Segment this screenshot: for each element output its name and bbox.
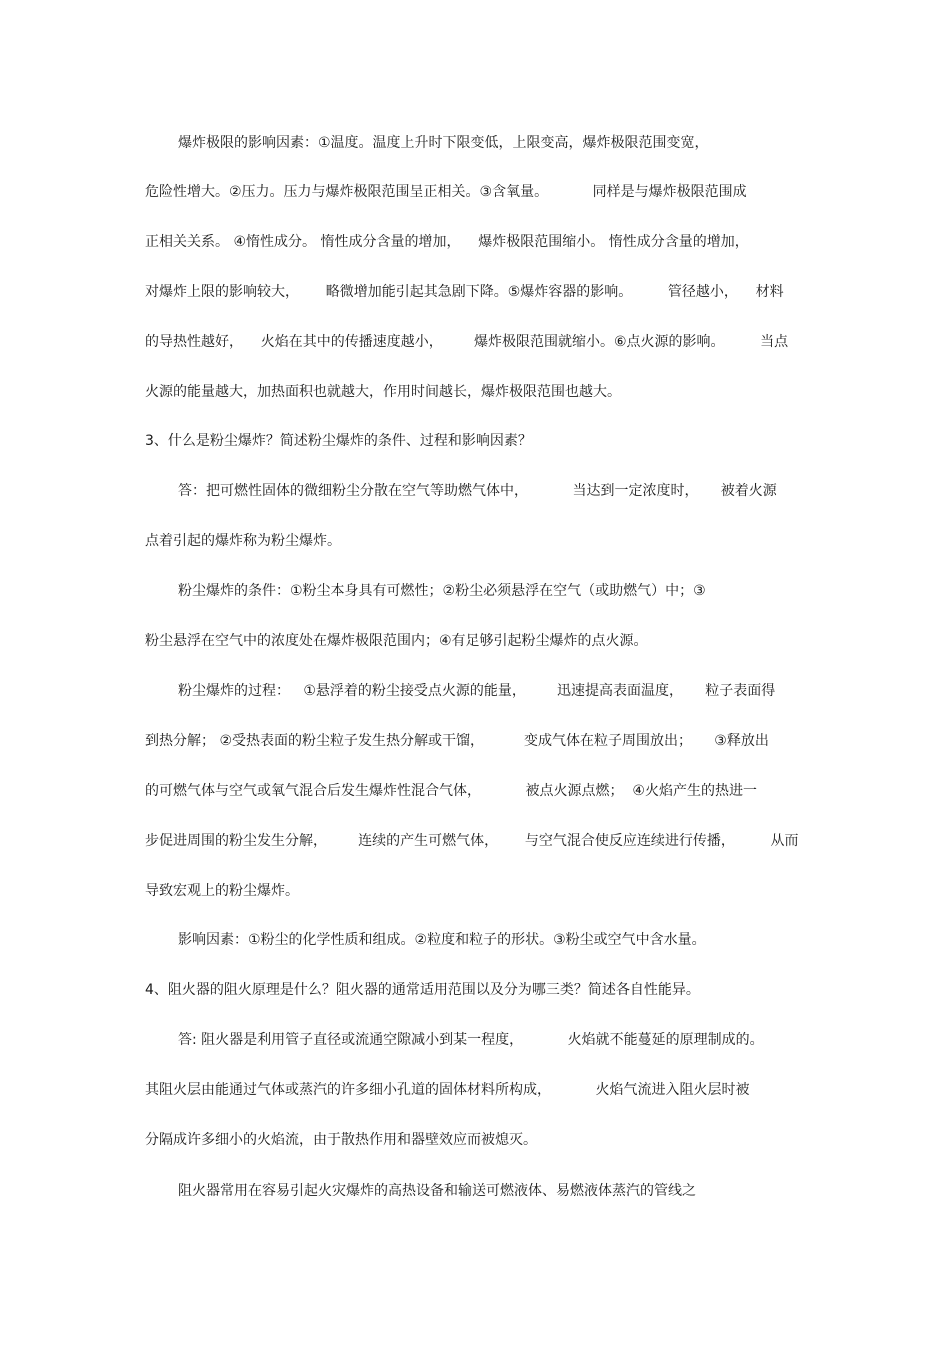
text-line: 到热分解； ②受热表面的粉尘粒子发生热分解或干馏， 变成气体在粒子周围放出； ③释放出 <box>145 733 769 749</box>
text-line: 粉尘悬浮在空气中的浓度处在爆炸极限范围内；④有足够引起粉尘爆炸的点火源。 <box>145 633 648 649</box>
text-line: 爆炸极限的影响因素：①温度。温度上升时下限变低，上限变高，爆炸极限范围变宽， <box>178 135 709 151</box>
text-line: 的可燃气体与空气或氧气混合后发生爆炸性混合气体， 被点火源点燃； ④火焰产生的热进一 <box>145 783 757 799</box>
text-line: 粉尘爆炸的过程： ①悬浮着的粉尘接受点火源的能量， 迅速提高表面温度， 粒子表面得 <box>178 683 776 699</box>
text-line: 危险性增大。②压力。压力与爆炸极限范围呈正相关。③含氧量。 同样是与爆炸极限范围成 <box>145 184 747 200</box>
text-line: 分隔成许多细小的火焰流，由于散热作用和器壁效应而被熄灭。 <box>145 1132 537 1148</box>
question-heading: 4、阻火器的阻火原理是什么？阻火器的通常适用范围以及分为哪三类？简述各自性能异。 <box>145 982 700 998</box>
text-line: 火源的能量越大，加热面积也就越大，作用时间越长，爆炸极限范围也越大。 <box>145 384 621 400</box>
text-line: 影响因素：①粉尘的化学性质和组成。②粒度和粒子的形状。③粉尘或空气中含水量。 <box>178 932 706 948</box>
text-line: 答：把可燃性固体的微细粉尘分散在空气等助燃气体中， 当达到一定浓度时， 被着火源 <box>178 483 777 499</box>
text-line: 的导热性越好， 火焰在其中的传播速度越小， 爆炸极限范围就缩小。⑥点火源的影响。 当点 <box>145 334 789 350</box>
text-line: 正相关关系。 ④惰性成分。 惰性成分含量的增加， 爆炸极限范围缩小。 惰性成分含量的增加， <box>145 234 749 250</box>
text-line: 粉尘爆炸的条件：①粉尘本身具有可燃性；②粉尘必须悬浮在空气（或助燃气）中；③ <box>178 583 706 599</box>
text-line: 阻火器常用在容易引起火灾爆炸的高热设备和输送可燃液体、易燃液体蒸汽的管线之 <box>178 1183 696 1199</box>
text-line: 导致宏观上的粉尘爆炸。 <box>145 883 299 899</box>
text-line: 对爆炸上限的影响较大， 略微增加能引起其急剧下降。⑤爆炸容器的影响。 管径越小， 材料 <box>145 284 784 300</box>
text-line: 其阻火层由能通过气体或蒸汽的许多细小孔道的固体材料所构成， 火焰气流进入阻火层时被 <box>145 1082 750 1098</box>
text-line: 答: 阻火器是利用管子直径或流通空隙减小到某一程度， 火焰就不能蔓延的原理制成的。 <box>178 1032 764 1048</box>
question-heading: 3、什么是粉尘爆炸？简述粉尘爆炸的条件、过程和影响因素？ <box>145 433 532 449</box>
text-line: 步促进周围的粉尘发生分解， 连续的产生可燃气体， 与空气混合使反应连续进行传播， 从而 <box>145 833 799 849</box>
text-line: 点着引起的爆炸称为粉尘爆炸。 <box>145 533 341 549</box>
